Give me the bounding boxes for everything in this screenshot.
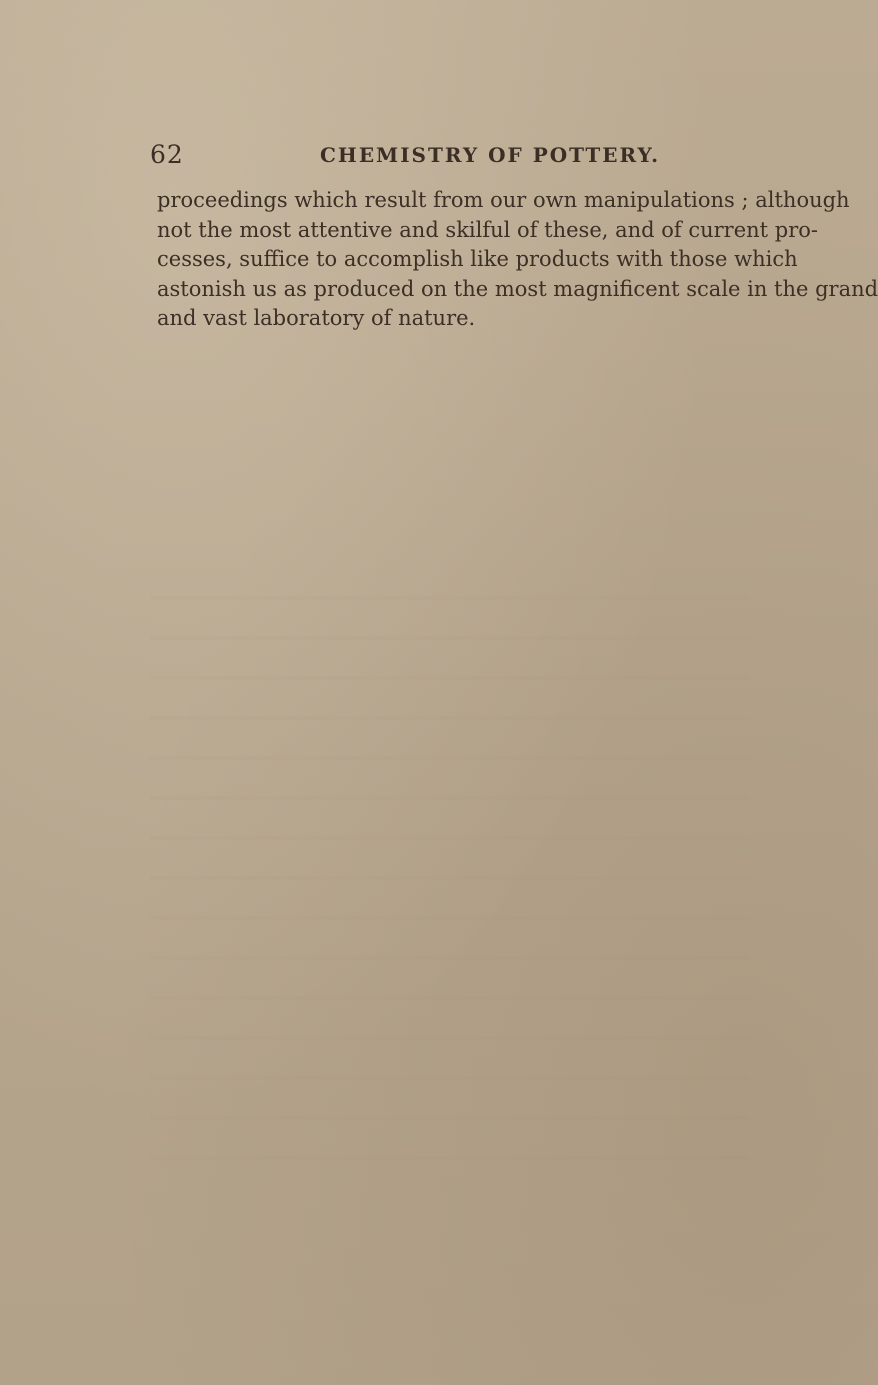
page-header (150, 140, 750, 180)
body-paragraph (157, 186, 878, 334)
text-line: not the most attentive and skilful of these, and of current pro- (157, 217, 818, 242)
page-number: 62 (150, 140, 184, 169)
text-line: astonish us as produced on the most magnificent scale in the grand (157, 276, 878, 301)
text-line: cesses, suffice to accomplish like products with those which (157, 247, 798, 271)
text-line: proceedings which result from our own manipulations ; although (157, 188, 850, 212)
paper-texture (150, 560, 750, 1160)
text-line: and vast laboratory of nature. (157, 306, 476, 330)
running-head: CHEMISTRY OF POTTERY. (320, 143, 661, 167)
